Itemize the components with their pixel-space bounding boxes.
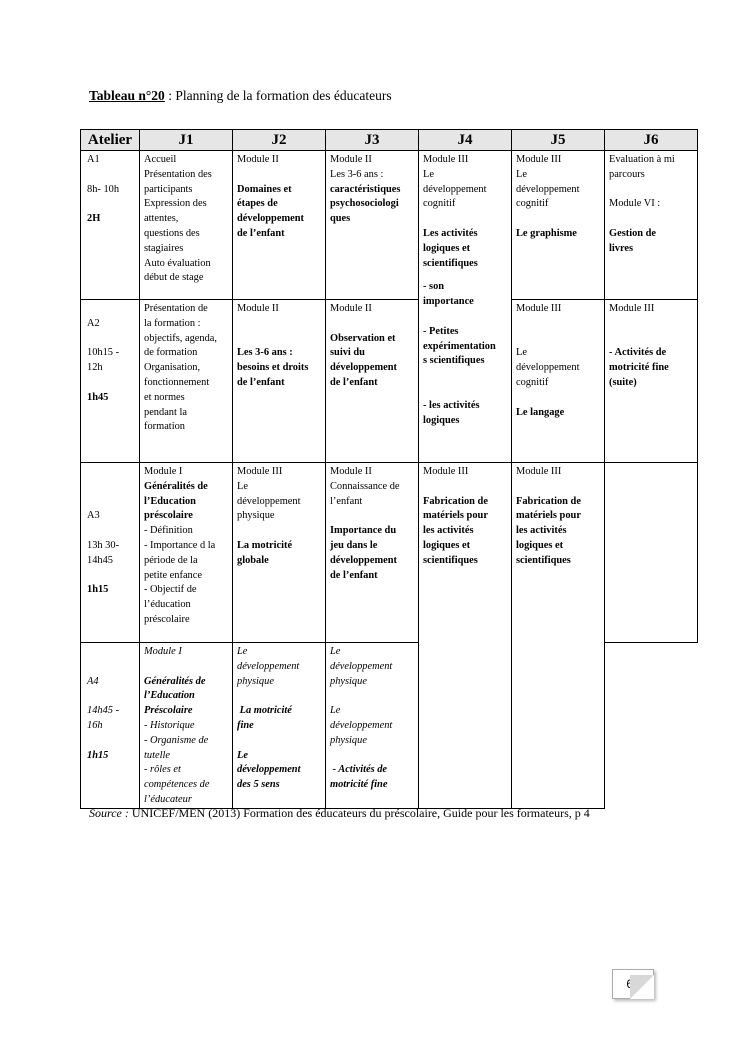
line-gap — [87, 168, 135, 183]
cell-line: développement — [516, 362, 580, 374]
cell-line: scientifiques — [423, 554, 478, 566]
cell-line: Module III — [423, 466, 469, 477]
cell-line: physique — [237, 675, 274, 687]
line-gap — [423, 310, 507, 325]
cell-line: Fabrication de — [516, 495, 581, 507]
cell-line: Connaissance de — [330, 480, 400, 492]
cell-line: Module I — [144, 466, 183, 477]
table-cell — [419, 151, 512, 463]
cell-line: 12h — [87, 362, 103, 374]
line-gap — [87, 376, 135, 391]
header-j1: J1 — [140, 130, 233, 151]
cell-line: Les activités — [423, 227, 478, 239]
cell-line: développement — [237, 660, 300, 672]
caption-text: : Planning de la formation des éducateurs — [164, 88, 392, 103]
table-cell — [233, 463, 326, 643]
table-cell — [605, 300, 698, 463]
cell-line: Présentation de — [144, 303, 208, 314]
cell-line: ques — [330, 213, 351, 225]
line-gap — [237, 168, 321, 183]
cell-line: 14h45 — [87, 554, 113, 566]
cell-line: Préscolaire — [144, 705, 193, 717]
cell-line: Fabrication de — [423, 495, 488, 507]
line-gap — [609, 317, 693, 332]
cell-line: Le — [330, 646, 341, 657]
cell-line: motricité fine — [609, 362, 669, 374]
cell-line: Domaines et — [237, 183, 292, 195]
line-gap — [87, 524, 135, 539]
cell-line: Gestion de — [609, 227, 657, 239]
cell-line: globale — [237, 554, 269, 566]
cell-line: 1h15 — [87, 584, 109, 596]
cell-line: préscolaire — [144, 613, 190, 625]
cell-line: A4 — [87, 675, 99, 687]
planning-table — [80, 129, 698, 809]
line-gap — [330, 509, 414, 524]
cell-line: Généralités de — [144, 675, 206, 687]
cell-line: petite enfance — [144, 569, 202, 581]
cell-line: période de la — [144, 554, 198, 566]
cell-line: psychosociologi — [330, 198, 399, 210]
cell-line: Module III — [516, 303, 562, 314]
cell-line: 10h15 - — [87, 347, 120, 359]
table-cell — [140, 463, 233, 643]
table-cell — [326, 300, 419, 463]
cell-line: - Activités de — [609, 347, 667, 359]
cell-line: Accueil — [144, 154, 177, 165]
cell-line: l’Education — [144, 495, 196, 507]
cell-line: développement — [330, 719, 393, 731]
line-gap — [516, 480, 600, 495]
cell-line: développement — [237, 495, 301, 507]
cell-line: la formation : — [144, 317, 201, 329]
line-gap — [87, 645, 135, 660]
cell-line: l’enfant — [330, 495, 363, 507]
cell-line: attentes, — [144, 213, 179, 225]
cell-line: physique — [330, 675, 367, 687]
cell-line: Auto évaluation — [144, 257, 211, 269]
table-row — [81, 151, 698, 300]
table-cell — [233, 643, 326, 809]
cell-line: 14h45 - — [87, 705, 120, 717]
table-cell — [605, 151, 698, 300]
cell-line: l’éducation — [144, 599, 191, 611]
cell-line: - Petites — [423, 325, 459, 337]
page-number — [612, 969, 654, 999]
cell-line: Expression des — [144, 198, 207, 210]
cell-line: Module III — [609, 303, 655, 314]
cell-line: de formation — [144, 347, 198, 359]
cell-line: développement — [423, 183, 487, 195]
cell-line: 1h45 — [87, 391, 109, 403]
source-text: UNICEF/MEN (2013) Formation des éducateurs du préscolaire, Guide pour les formateurs, p 4 — [128, 806, 590, 820]
cell-line: La motricité — [237, 539, 293, 551]
cell-line: développement — [330, 554, 397, 566]
cell-line: Généralités de — [144, 480, 208, 492]
cell-line: Module VI : — [609, 198, 661, 210]
page-number-label: 66 — [626, 977, 640, 991]
cell-line: scientifiques — [516, 554, 571, 566]
line-gap — [423, 384, 507, 399]
atelier-cell — [81, 300, 140, 463]
line-gap — [237, 332, 321, 347]
cell-line: Le graphisme — [516, 227, 577, 239]
header-j5: J5 — [512, 130, 605, 151]
table-cell — [233, 300, 326, 463]
line-gap — [516, 212, 600, 227]
cell-line: besoins et droits — [237, 362, 309, 374]
table-cell — [233, 151, 326, 300]
line-gap — [237, 317, 321, 332]
cell-line: cognitif — [423, 198, 456, 210]
cell-line: Le — [330, 705, 341, 717]
cell-line: A2 — [87, 317, 100, 329]
cell-line: A3 — [87, 510, 100, 522]
cell-line: début de stage — [144, 272, 204, 284]
cell-line: expérimentation — [423, 340, 496, 352]
cell-line: logiques et — [423, 539, 471, 551]
line-gap — [423, 212, 507, 227]
cell-line: Module III — [423, 154, 469, 165]
cell-line: préscolaire — [144, 510, 193, 522]
cell-line: logiques — [423, 414, 460, 426]
cell-line: Le — [237, 646, 248, 657]
cell-line: 16h — [87, 719, 103, 731]
cell-line: La motricité — [237, 705, 292, 717]
cell-line: matériels pour — [516, 510, 581, 522]
line-gap — [516, 391, 600, 406]
cell-line: développement — [237, 764, 301, 776]
line-gap — [87, 332, 135, 347]
table-cell — [326, 151, 419, 300]
cell-line: Le — [237, 749, 248, 761]
cell-part — [423, 280, 507, 428]
table-cell — [512, 463, 605, 809]
header-j2: J2 — [233, 130, 326, 151]
cell-line: 1h15 — [87, 749, 109, 761]
atelier-cell — [81, 151, 140, 300]
cell-line: logiques et — [423, 242, 471, 254]
table-cell — [512, 151, 605, 300]
cell-line: Module III — [516, 154, 562, 165]
cell-line: l’Education — [144, 690, 195, 702]
cell-line: fonctionnement — [144, 376, 210, 388]
table-cell — [140, 643, 233, 809]
table-caption — [89, 88, 392, 104]
cell-line: Module II — [330, 303, 372, 314]
cell-line: de l’enfant — [237, 227, 285, 239]
header-j4: J4 — [419, 130, 512, 151]
cell-line: Module II — [237, 303, 279, 314]
header-row — [81, 130, 698, 151]
line-gap — [87, 465, 135, 480]
cell-line: physique — [237, 510, 275, 522]
cell-line: A1 — [87, 154, 100, 165]
cell-line: Le — [237, 480, 248, 492]
cell-line: les activités — [423, 525, 474, 537]
line-gap — [237, 734, 321, 749]
cell-line: Le — [516, 168, 527, 180]
cell-line: développement — [237, 213, 304, 225]
table-row — [81, 300, 698, 463]
cell-line: tutelle — [144, 749, 170, 761]
cell-line: importance — [423, 296, 474, 308]
cell-line: fine — [237, 719, 254, 731]
table-cell — [605, 463, 698, 643]
cell-line: - Activités de — [330, 764, 388, 776]
cell-line: Module I — [144, 646, 182, 657]
source-note — [89, 806, 659, 821]
table-cell — [326, 463, 419, 643]
cell-line: livres — [609, 242, 634, 254]
line-gap — [423, 480, 507, 495]
cell-line: Module II — [237, 154, 279, 165]
cell-line: scientifiques — [423, 257, 478, 269]
line-gap — [87, 734, 135, 749]
cell-line: - Historique — [144, 719, 195, 731]
line-gap — [87, 660, 135, 675]
table-row — [81, 463, 698, 643]
cell-line: Module II — [330, 154, 372, 165]
line-gap — [144, 660, 228, 675]
cell-line: suivi du — [330, 347, 365, 359]
cell-line: Observation et — [330, 332, 396, 344]
line-gap — [330, 749, 414, 764]
cell-line: questions des — [144, 227, 200, 239]
cell-line: 2H — [87, 213, 101, 225]
cell-line: caractéristiques — [330, 183, 401, 195]
cell-line: 13h 30- — [87, 539, 120, 551]
line-gap — [87, 689, 135, 704]
atelier-cell — [81, 643, 140, 809]
cell-line: Le — [516, 347, 527, 359]
cell-line: Le — [423, 168, 434, 180]
cell-line: de l’enfant — [330, 376, 378, 388]
cell-line: s scientifiques — [423, 355, 485, 367]
table-row — [81, 643, 698, 809]
line-gap — [87, 495, 135, 510]
cell-line: étapes de — [237, 198, 278, 210]
cell-line: matériels pour — [423, 510, 488, 522]
line-gap — [237, 524, 321, 539]
line-gap — [423, 369, 507, 384]
cell-line: - Définition — [144, 525, 193, 537]
cell-line: Organisation, — [144, 362, 201, 374]
cell-line: objectifs, agenda, — [144, 332, 217, 344]
line-gap — [87, 197, 135, 212]
cell-line: Les 3-6 ans : — [237, 347, 293, 359]
line-gap — [609, 183, 693, 198]
cell-line: compétences de — [144, 779, 210, 791]
cell-line: participants — [144, 183, 193, 195]
cell-line: Module II — [330, 466, 372, 477]
caption-label: Tableau n°20 — [89, 88, 165, 103]
cell-line: stagiaires — [144, 242, 184, 254]
cell-line: Les 3-6 ans : — [330, 168, 384, 180]
line-gap — [87, 480, 135, 495]
table-cell — [140, 151, 233, 300]
line-gap — [87, 569, 135, 584]
cell-line: jeu dans le — [330, 539, 378, 551]
cell-line: motricité fine — [330, 779, 388, 791]
cell-line: 8h- 10h — [87, 183, 120, 195]
cell-line: logiques et — [516, 539, 564, 551]
cell-line: - Organisme de — [144, 734, 209, 746]
cell-line: cognitif — [516, 376, 549, 388]
cell-line: parcours — [609, 168, 645, 180]
line-gap — [516, 332, 600, 347]
cell-line: Le langage — [516, 406, 565, 418]
cell-line: - son — [423, 281, 445, 293]
cell-line: Importance du — [330, 525, 397, 537]
cell-line: - rôles et — [144, 764, 181, 776]
cell-line: des 5 sens — [237, 779, 280, 791]
cell-line: Module III — [516, 466, 562, 477]
header-j6: J6 — [605, 130, 698, 151]
cell-line: de l’enfant — [237, 376, 285, 388]
line-gap — [516, 317, 600, 332]
header-j3: J3 — [326, 130, 419, 151]
cell-line: physique — [330, 734, 367, 746]
table-cell — [140, 300, 233, 463]
cell-line: Présentation des — [144, 168, 212, 180]
cell-line: développement — [516, 183, 580, 195]
cell-line: l’éducateur — [144, 793, 192, 805]
cell-line: et normes — [144, 391, 185, 403]
cell-line: développement — [330, 362, 397, 374]
line-gap — [237, 689, 321, 704]
cell-line: de l’enfant — [330, 569, 378, 581]
cell-line: Evaluation à mi — [609, 154, 675, 165]
cell-line: développement — [330, 660, 393, 672]
cell-line: (suite) — [609, 376, 637, 388]
line-gap — [609, 212, 693, 227]
atelier-cell — [81, 463, 140, 643]
line-gap — [87, 302, 135, 317]
line-gap — [330, 689, 414, 704]
header-atelier: Atelier — [81, 130, 140, 151]
cell-line: - les activités — [423, 399, 480, 411]
line-gap — [330, 317, 414, 332]
line-gap — [609, 332, 693, 347]
source-label: Source : — [89, 806, 129, 820]
cell-line: - Importance d la — [144, 539, 216, 551]
page-fold-icon — [630, 975, 654, 999]
cell-part — [423, 153, 507, 271]
cell-line: Module III — [237, 466, 283, 477]
cell-line: formation — [144, 421, 185, 433]
cell-line: cognitif — [516, 198, 549, 210]
table-cell — [326, 643, 419, 809]
table-cell — [419, 463, 512, 809]
cell-line: les activités — [516, 525, 567, 537]
cell-line: - Objectif de — [144, 584, 197, 596]
cell-line: pendant la — [144, 406, 187, 418]
table-cell — [512, 300, 605, 463]
